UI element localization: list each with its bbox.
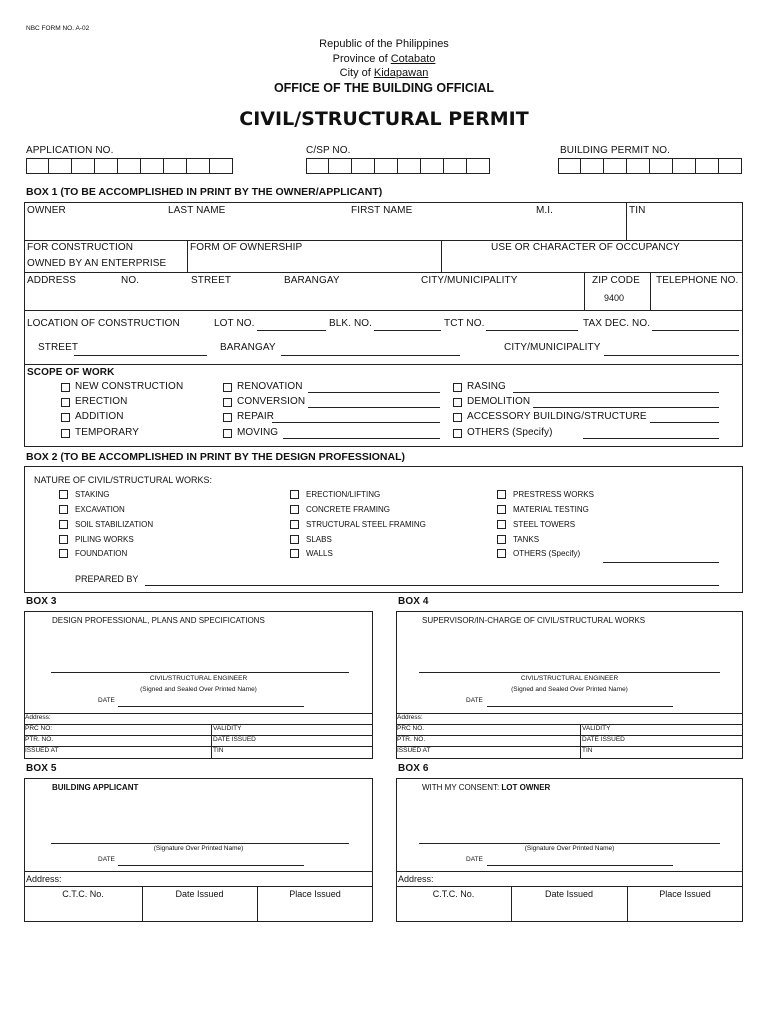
box3-date-issued: DATE ISSUED [213,736,256,743]
work-slabs: SLABS [306,535,332,544]
address-label: ADDRESS [27,275,77,286]
box4-date-issued: DATE ISSUED [582,736,625,743]
box3-address: Address: [25,714,51,721]
zip-code-label: ZIP CODE [592,275,640,286]
box6-address: Address: [398,874,434,884]
scope-others: OTHERS (Specify) [467,427,553,438]
checkbox-structural-steel[interactable] [290,520,299,529]
form-number: NBC FORM NO. A-02 [26,25,90,32]
checkbox-others-works[interactable] [497,549,506,558]
header-republic: Republic of the Philippines [319,38,449,50]
lot-no-label: LOT NO. [214,318,255,329]
box6-place-issued: Place Issued [659,889,711,899]
checkbox-walls[interactable] [290,549,299,558]
tax-dec-label: TAX DEC. NO. [583,318,651,329]
box5-label: BOX 5 [26,763,57,774]
box6-date-issued: Date Issued [544,889,594,899]
building-permit-no-label: BUILDING PERMIT NO. [560,145,671,156]
tax-dec-field[interactable] [652,330,739,331]
checkbox-slabs[interactable] [290,535,299,544]
work-tanks: TANKS [513,535,540,544]
tct-no-label: TCT NO. [444,318,485,329]
box5-heading: BUILDING APPLICANT [52,783,139,792]
box3-date-label: DATE [98,697,115,704]
box3-date-field[interactable] [118,706,304,707]
rasing-field[interactable] [513,392,719,393]
checkbox-staking[interactable] [59,490,68,499]
box3-issued-at: ISSUED AT [25,747,59,754]
work-material-testing: MATERIAL TESTING [513,505,589,514]
box5-date-issued: Date Issued [175,889,224,899]
page-title: CIVIL/STRUCTURAL PERMIT [239,108,529,130]
scope-accessory: ACCESSORY BUILDING/STRUCTURE [467,411,647,422]
box5-place-issued: Place Issued [289,889,341,899]
prepared-by-field[interactable] [145,585,719,586]
box6-lot-owner: LOT OWNER [501,783,551,792]
work-walls: WALLS [306,549,333,558]
blk-no-field[interactable] [374,330,441,331]
box4-issued-at: ISSUED AT [397,747,431,754]
address-barangay-label: BARANGAY [284,275,340,286]
box1-title: BOX 1 (TO BE ACCOMPLISHED IN PRINT BY THE OWNER/APPLICANT) [26,186,383,198]
box6-label: BOX 6 [398,763,429,774]
work-piling-works: PILING WORKS [75,535,134,544]
scope-erection: ERECTION [75,396,128,407]
checkbox-erection-lifting[interactable] [290,490,299,499]
first-name-label: FIRST NAME [351,205,413,216]
scope-temporary: TEMPORARY [75,427,140,438]
others-works-field[interactable] [603,562,719,563]
box2-title: BOX 2 (TO BE ACCOMPLISHED IN PRINT BY THE DESIGN PROFESSIONAL) [26,451,406,463]
checkbox-demolition[interactable] [453,398,462,407]
header-province [0,53,768,65]
loc-street-field[interactable] [74,355,207,356]
telephone-label: TELEPHONE NO. [656,275,739,286]
checkbox-foundation[interactable] [59,549,68,558]
box6-ctc: C.T.C. No. [432,889,475,899]
scope-moving: MOVING [237,427,279,438]
blk-no-label: BLK. NO. [329,318,373,329]
scope-demolition: DEMOLITION [467,396,531,407]
box4-label: BOX 4 [398,596,429,607]
work-erection-lifting: ERECTION/LIFTING [306,490,381,499]
city-name: Kidapawan [373,67,429,79]
box5-address: Address: [26,874,62,884]
renovation-field[interactable] [308,392,440,393]
scope-repair: REPAIR [237,411,275,422]
address-city-label: CITY/MUNICIPALITY [421,275,518,286]
location-label: LOCATION OF CONSTRUCTION [27,318,180,329]
box5-signature-line[interactable] [51,843,349,844]
city-prefix: City of [339,67,374,79]
box3-ptr: PTR. NO. [25,736,54,743]
checkbox-prestress[interactable] [497,490,506,499]
box5-date-label: DATE [98,856,115,863]
checkbox-steel-towers[interactable] [497,520,506,529]
scope-rasing: RASING [467,381,506,392]
box3-signature-line[interactable] [51,672,349,673]
loc-street-label: STREET [38,342,79,353]
scope-title: SCOPE OF WORK [27,367,115,378]
work-structural-steel: STRUCTURAL STEEL FRAMING [306,520,426,529]
checkbox-temporary[interactable] [61,429,70,438]
work-prestress: PRESTRESS WORKS [513,490,594,499]
work-excavation: EXCAVATION [75,505,125,514]
checkbox-concrete-framing[interactable] [290,505,299,514]
province-name: Cotabato [390,53,436,65]
work-others: OTHERS (Specify) [513,549,581,558]
work-steel-towers: STEEL TOWERS [513,520,576,529]
box3-tin: TIN [213,747,224,754]
box4-engineer: CIVIL/STRUCTURAL ENGINEER [520,675,619,682]
box4 [396,611,743,759]
last-name-label: LAST NAME [168,205,226,216]
tin-label: TIN [629,205,646,216]
box6-signature: (Signature Over Printed Name) [524,845,615,852]
mi-label: M.I. [536,205,554,216]
checkbox-piling-works[interactable] [59,535,68,544]
box4-ptr: PTR. NO. [397,736,426,743]
lot-no-field[interactable] [257,330,326,331]
box3-validity: VALIDITY [213,725,242,732]
use-or-character-label: USE OR CHARACTER OF OCCUPANCY [491,242,680,253]
loc-barangay-label: BARANGAY [220,342,276,353]
box3-heading: DESIGN PROFESSIONAL, PLANS AND SPECIFICATIONS [52,616,265,625]
box6-heading [422,783,550,792]
loc-city-field[interactable] [604,355,739,356]
prepared-by-label: PREPARED BY [75,574,139,584]
checkbox-conversion[interactable] [223,398,232,407]
zip-code-value: 9400 [604,293,625,303]
loc-barangay-field[interactable] [281,355,460,356]
demolition-field[interactable] [533,407,719,408]
checkbox-rasing[interactable] [453,383,462,392]
form-of-ownership-label: FORM OF OWNERSHIP [190,242,303,253]
for-construction-label: FOR CONSTRUCTION [27,242,134,253]
box4-date-field[interactable] [487,706,673,707]
checkbox-moving[interactable] [223,429,232,438]
box6-date-field[interactable] [487,865,673,866]
application-no-label: APPLICATION NO. [26,145,114,156]
work-soil-stabilization: SOIL STABILIZATION [75,520,154,529]
box3-engineer: CIVIL/STRUCTURAL ENGINEER [149,675,248,682]
scope-renovation: RENOVATION [237,381,303,392]
box4-prc: PRC NO. [397,725,425,732]
box3 [24,611,373,759]
owned-by-label: OWNED BY AN ENTERPRISE [27,258,167,269]
address-no-label: NO. [121,275,140,286]
nature-label: NATURE OF CIVIL/STRUCTURAL WORKS: [34,475,213,485]
checkbox-new-construction[interactable] [61,383,70,392]
owner-label: OWNER [27,205,66,216]
tct-no-field[interactable] [486,330,578,331]
checkbox-erection[interactable] [61,398,70,407]
box6-consent: WITH MY CONSENT: [422,783,502,792]
accessory-field[interactable] [650,422,719,423]
repair-field[interactable] [272,422,440,423]
box3-signed: (Signed and Sealed Over Printed Name) [140,686,257,693]
work-staking: STAKING [75,490,110,499]
box5-date-field[interactable] [118,865,304,866]
checkbox-excavation[interactable] [59,505,68,514]
scope-new-construction: NEW CONSTRUCTION [75,381,184,392]
checkbox-soil-stabilization[interactable] [59,520,68,529]
loc-city-label: CITY/MUNICIPALITY [504,342,601,353]
checkbox-addition[interactable] [61,413,70,422]
box6-signature-line[interactable] [419,843,720,844]
box4-address: Address: [397,714,423,721]
header-city [0,67,768,79]
province-prefix: Province of [332,53,391,65]
checkbox-tanks[interactable] [497,535,506,544]
scope-conversion: CONVERSION [237,396,306,407]
box6-date-label: DATE [466,856,483,863]
work-foundation: FOUNDATION [75,549,128,558]
others-field[interactable] [583,438,719,439]
box4-validity: VALIDITY [582,725,611,732]
box3-label: BOX 3 [26,596,57,607]
box4-date-label: DATE [466,697,483,704]
box3-prc: PRC NO: [25,725,53,732]
box4-signature-line[interactable] [419,672,720,673]
office-title: OFFICE OF THE BUILDING OFFICIAL [273,81,495,95]
box4-signed: (Signed and Sealed Over Printed Name) [511,686,628,693]
checkbox-renovation[interactable] [223,383,232,392]
moving-field[interactable] [283,438,440,439]
checkbox-repair[interactable] [223,413,232,422]
address-street-label: STREET [191,275,232,286]
box4-heading: SUPERVISOR/IN-CHARGE OF CIVIL/STRUCTURAL WORKS [422,616,646,625]
box4-tin: TIN [582,747,593,754]
scope-addition: ADDITION [75,411,124,422]
checkbox-material-testing[interactable] [497,505,506,514]
checkbox-others[interactable] [453,429,462,438]
csp-no-label: C/SP NO. [306,145,351,156]
conversion-field[interactable] [308,407,440,408]
checkbox-accessory[interactable] [453,413,462,422]
box5-ctc: C.T.C. No. [62,889,104,899]
work-concrete-framing: CONCRETE FRAMING [306,505,390,514]
box5-signature: (Signature Over Printed Name) [153,845,244,852]
